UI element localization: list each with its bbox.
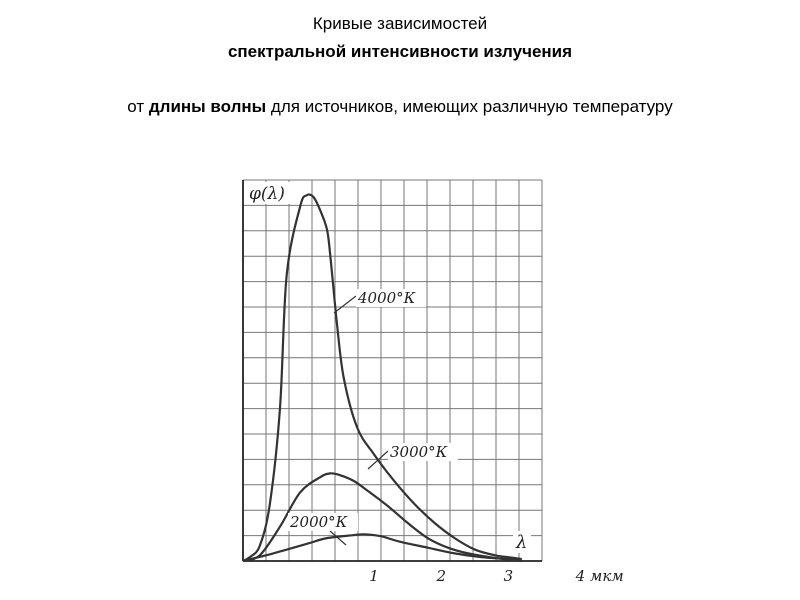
series-label-leader-1 (368, 451, 388, 469)
subtitle-prefix: от (127, 97, 149, 116)
x-tick-label: 2 (436, 567, 446, 585)
x-axis-label: λ (516, 532, 528, 553)
title-line-2: спектральной интенсивности излучения (227, 42, 573, 61)
series-label-0: 4000°К (358, 289, 416, 307)
slide-title (0, 10, 800, 66)
x-tick-label: 3 (503, 567, 514, 585)
subtitle-bold: длины волны (148, 97, 267, 116)
series-label-leader-0 (334, 296, 356, 313)
spectral-chart (230, 165, 624, 590)
series-label-1: 3000°К (390, 443, 448, 461)
subtitle-rest: для источников, имеющих различную температуру (266, 97, 673, 116)
x-tick-label: 1 (369, 567, 379, 585)
series-line-1 (243, 473, 522, 561)
chart-series (243, 194, 522, 561)
chart-grid (243, 180, 542, 561)
slide-subtitle (0, 95, 800, 119)
series-line-0 (243, 194, 522, 561)
chart-tick-labels (369, 567, 624, 585)
y-axis-label: φ(λ) (249, 184, 285, 204)
series-label-2: 2000°К (290, 513, 348, 531)
chart-axes (243, 180, 542, 561)
x-tick-label: 4 мкм (575, 567, 624, 585)
title-line-1: Кривые зависимостей (312, 14, 488, 33)
series-line-2 (243, 534, 522, 561)
